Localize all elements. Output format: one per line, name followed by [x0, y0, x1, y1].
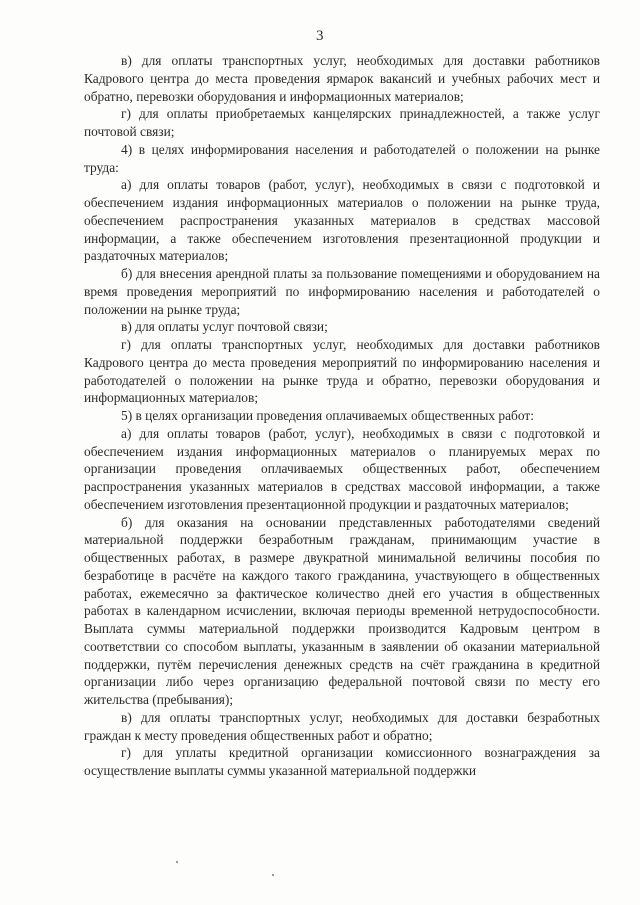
paragraph-5b-material-support: б) для оказания на основании представленных работодателями сведений материальной поддержки безработным гражданам, принимающим участие в общественных работах, в размере двукратной минимальной величины пособия по безработице в расчёте на каждого такого гражданина, участвующего в общественных работах, ежемесячно за фактическое количество дней его участия в общественных работах в календарном исчислении, включая периоды временной нетрудоспособности. Выплата суммы материальной поддержки производится Кадровым центром в соответствии со способом выплаты, указанным в заявлении об оказании материальной поддержки, путём перечисления денежных средств на счёт гражданина в кредитной организации либо через организацию федеральной почтовой связи по месту его жительства (пребывания);: [84, 514, 600, 707]
scan-speck: [272, 874, 274, 876]
paragraph-4g-transport: г) для оплаты транспортных услуг, необходимых для доставки работников Кадрового центра до места проведения мероприятий по информированию населения и работодателей о положении на рынке труда и обратно, перевозки оборудования и информационных материалов;: [84, 337, 600, 406]
paragraph-4b-rent: б) для внесения арендной платы за пользование помещениями и оборудованием на время проведения мероприятий по информированию населения и работодателей о положении на рынке труда;: [84, 266, 600, 317]
scan-speck: [176, 861, 178, 863]
paragraph-4v-postal: в) для оплаты услуг почтовой связи;: [121, 319, 328, 335]
paragraph-5-public-works: 5) в целях организации проведения оплачиваемых общественных работ:: [121, 408, 534, 423]
document-body: [84, 52, 600, 780]
paragraph-4-informing: 4) в целях информирования населения и работодателей о положении на рынке труда:: [84, 141, 600, 175]
page-number: 3: [316, 28, 324, 44]
paragraph-5a-goods: а) для оплаты товаров (работ, услуг), необходимых в связи с подготовкой и обеспечением издания информационных материалов о планируемых мерах по организации проведения оплачиваемых общественных работ, обеспечением распространения указанных материалов в средствах массовой информации, а также обеспечением изготовления презентационной продукции и раздаточных материалов;: [84, 425, 600, 512]
paragraph-5g-commission: г) для уплаты кредитной организации комиссионного вознаграждения за осуществление выплаты суммы указанной материальной поддержки: [84, 745, 600, 778]
paragraph-3g-stationery: г) для оплаты приобретаемых канцелярских принадлежностей, а также услуг почтовой связи;: [84, 106, 600, 139]
paragraph-4a-goods: а) для оплаты товаров (работ, услуг), необходимых в связи с подготовкой и обеспечением издания информационных материалов о положении на рынке труда, обеспечением распространения указанных материалов в средствах массовой информации, а также обеспечением изготовления презентационной продукции и раздаточных материалов;: [84, 177, 600, 264]
paragraph-5v-transport: в) для оплаты транспортных услуг, необходимых для доставки безработных граждан к месту проведения общественных работ и обратно;: [84, 709, 600, 743]
paragraph-3v-transport: в) для оплаты транспортных услуг, необходимых для доставки работников Кадрового центра до места проведения ярмарок вакансий и учебных рабочих мест и обратно, перевозки оборудования и информационных материалов;: [84, 53, 600, 104]
